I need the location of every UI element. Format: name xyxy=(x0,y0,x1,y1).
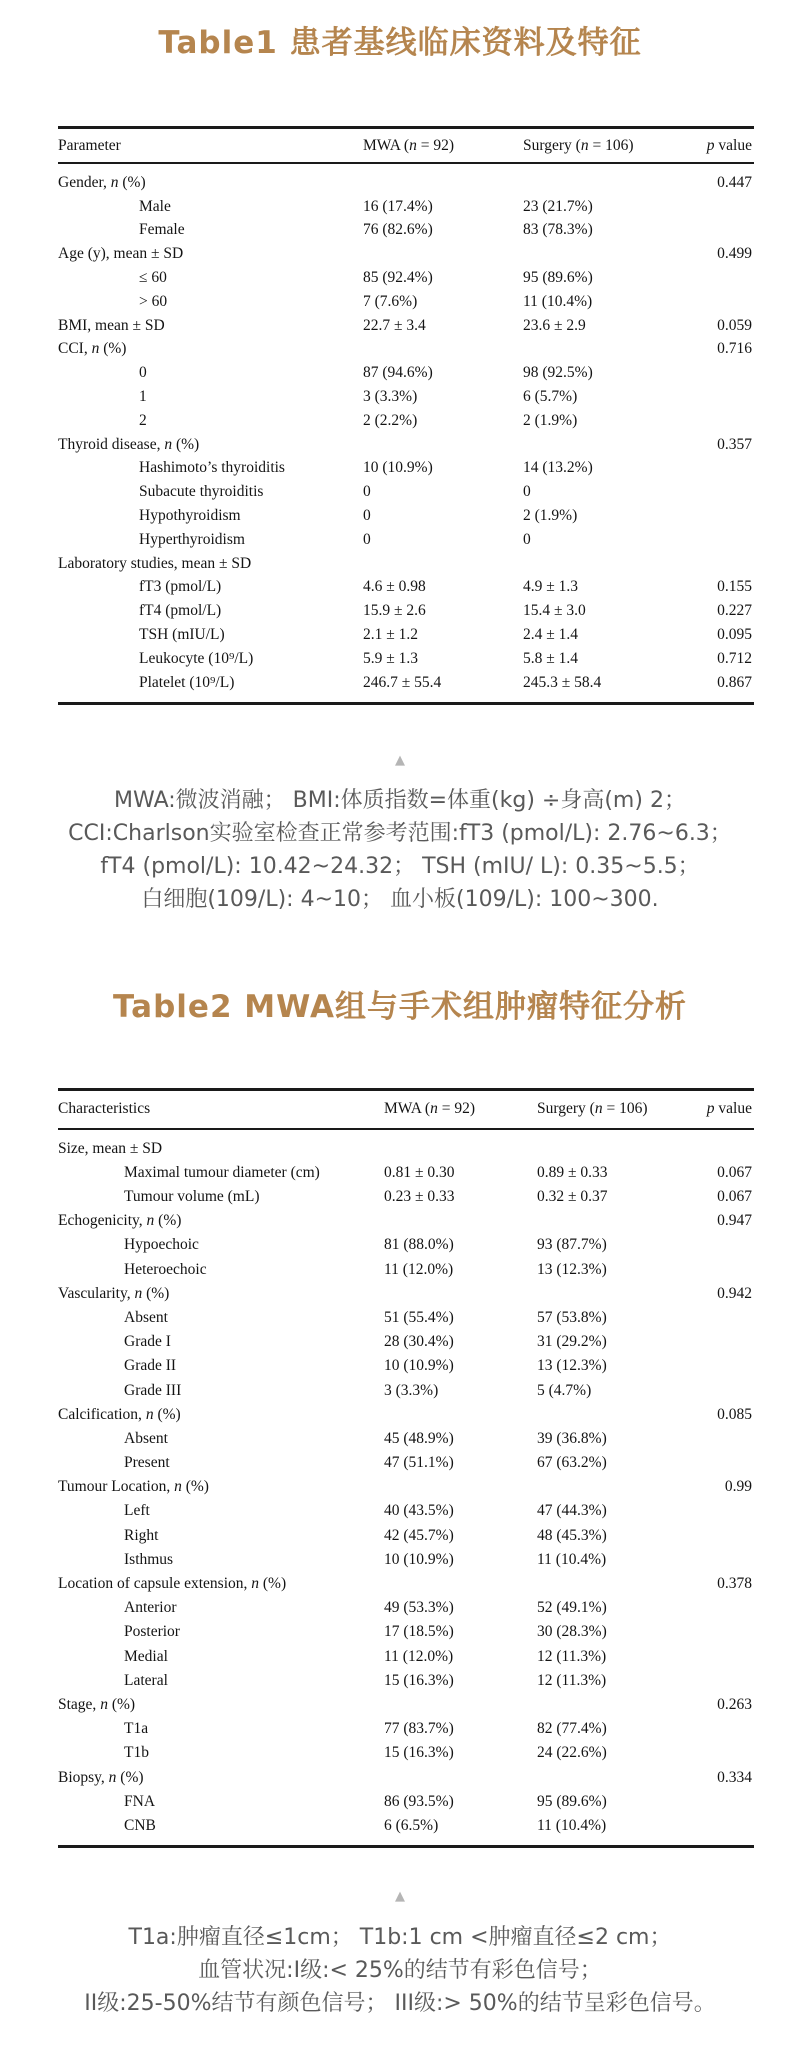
cell-label: Size, mean ± SD xyxy=(58,1139,163,1157)
table1-col-mwa: MWA (n = 92) xyxy=(363,136,454,154)
cell-label: Anterior xyxy=(124,1599,177,1617)
cell-label: Leukocyte (10⁹/L) xyxy=(139,649,254,667)
cell-mwa: 22.7 ± 3.4 xyxy=(363,316,426,334)
cell-label: Hyperthyroidism xyxy=(139,530,245,548)
cell-surgery: 30 (28.3%) xyxy=(537,1623,607,1641)
cell-p: 0.059 xyxy=(717,316,752,334)
cell-label: Left xyxy=(124,1502,150,1520)
cell-surgery: 0 xyxy=(523,483,531,501)
cell-label: Grade II xyxy=(124,1357,177,1375)
cell-surgery: 5.8 ± 1.4 xyxy=(523,649,579,667)
cell-p: 0.227 xyxy=(717,602,752,620)
cell-surgery: 67 (63.2%) xyxy=(537,1454,607,1472)
cell-label: Gender, n (%) xyxy=(58,173,146,191)
cell-mwa: 0.23 ± 0.33 xyxy=(384,1188,455,1205)
table-row xyxy=(58,623,754,647)
cell-label: Calcification, n (%) xyxy=(58,1405,181,1423)
cell-label: Present xyxy=(124,1454,170,1472)
cell-surgery: 23.6 ± 2.9 xyxy=(523,316,586,334)
table-row xyxy=(58,480,754,504)
cell-mwa: 87 (94.6%) xyxy=(363,364,433,382)
cell-label: 2 xyxy=(139,411,147,429)
table-row xyxy=(58,647,754,671)
cell-label: Stage, n (%) xyxy=(58,1695,136,1713)
cell-mwa: 77 (83.7%) xyxy=(384,1720,454,1738)
table-row xyxy=(58,552,754,576)
cell-mwa: 7 (7.6%) xyxy=(363,292,418,310)
cell-surgery: 0.89 ± 0.33 xyxy=(537,1163,608,1181)
table2-title: Table2 MWA组与手术组肿瘤特征分析 xyxy=(113,988,687,1025)
cell-mwa: 15 (16.3%) xyxy=(384,1671,454,1689)
cell-surgery: 13 (12.3%) xyxy=(537,1357,607,1375)
cell-label: Male xyxy=(139,197,171,215)
cell-mwa: 0 xyxy=(363,483,371,501)
cell-label: Subacute thyroiditis xyxy=(139,483,264,501)
cell-surgery: 98 (92.5%) xyxy=(523,364,593,382)
cell-p: 0.378 xyxy=(717,1575,752,1592)
cell-mwa: 10 (10.9%) xyxy=(384,1550,454,1568)
cell-mwa: 15 (16.3%) xyxy=(384,1744,454,1762)
cell-p: 0.334 xyxy=(717,1768,752,1786)
table-row xyxy=(58,1257,754,1281)
table-row xyxy=(58,361,754,385)
cell-mwa: 3 (3.3%) xyxy=(384,1381,439,1399)
cell-label: T1b xyxy=(124,1744,149,1762)
cell-surgery: 93 (87.7%) xyxy=(537,1236,607,1254)
cell-mwa: 3 (3.3%) xyxy=(363,388,418,406)
cell-surgery: 95 (89.6%) xyxy=(537,1792,607,1810)
cell-label: Absent xyxy=(124,1429,168,1447)
cell-surgery: 82 (77.4%) xyxy=(537,1720,607,1738)
cell-surgery: 23 (21.7%) xyxy=(523,197,593,215)
table-row xyxy=(58,1354,754,1378)
cell-mwa: 45 (48.9%) xyxy=(384,1429,454,1447)
cell-label: Lateral xyxy=(124,1671,168,1689)
cell-label: ≤ 60 xyxy=(139,269,167,287)
cell-surgery: 2 (1.9%) xyxy=(523,411,578,429)
cell-surgery: 2.4 ± 1.4 xyxy=(523,626,579,644)
cell-mwa: 5.9 ± 1.3 xyxy=(363,649,419,667)
cell-p: 0.447 xyxy=(717,173,752,191)
table-row xyxy=(58,1378,754,1402)
cell-label: 1 xyxy=(139,388,147,406)
cell-surgery: 11 (10.4%) xyxy=(523,292,593,310)
cell-mwa: 4.6 ± 0.98 xyxy=(363,578,426,596)
table-row xyxy=(58,1330,754,1354)
cell-p: 0.155 xyxy=(717,578,752,596)
table1-col-pvalue: p value xyxy=(706,136,752,154)
table2-note xyxy=(0,1890,800,2020)
table-row xyxy=(58,219,754,243)
table-row xyxy=(58,1814,754,1838)
table-row xyxy=(58,1137,754,1161)
cell-p: 0.712 xyxy=(717,649,752,667)
cell-surgery: 39 (36.8%) xyxy=(537,1429,607,1447)
table-row xyxy=(58,1185,754,1209)
table1-note-line: 白细胞(109/L): 4~10； 血小板(109/L): 100~300. xyxy=(141,886,659,912)
table1-col-surgery: Surgery (n = 106) xyxy=(523,136,634,154)
table-row xyxy=(58,1282,754,1306)
cell-surgery: 5 (4.7%) xyxy=(537,1381,592,1399)
cell-surgery: 13 (12.3%) xyxy=(537,1260,607,1278)
cell-surgery: 0 xyxy=(523,530,531,548)
cell-surgery: 57 (53.8%) xyxy=(537,1308,607,1326)
cell-label: Echogenicity, n (%) xyxy=(58,1212,182,1230)
table1-title: Table1 患者基线临床资料及特征 xyxy=(158,25,642,61)
cell-p: 0.942 xyxy=(717,1284,752,1302)
table2 xyxy=(58,1088,754,1848)
table-row xyxy=(58,1499,754,1523)
cell-mwa: 42 (45.7%) xyxy=(384,1526,454,1544)
cell-p: 0.067 xyxy=(717,1163,752,1181)
cell-label: Platelet (10⁹/L) xyxy=(139,673,235,691)
cell-mwa: 11 (12.0%) xyxy=(384,1647,454,1665)
table2-col-mwa: MWA (n = 92) xyxy=(384,1100,475,1118)
cell-surgery: 47 (44.3%) xyxy=(537,1502,607,1520)
table-row xyxy=(58,338,754,362)
cell-mwa: 49 (53.3%) xyxy=(384,1599,454,1617)
cell-label: Biopsy, n (%) xyxy=(58,1768,144,1786)
cell-label: 0 xyxy=(139,364,147,382)
cell-p: 0.716 xyxy=(717,340,752,358)
cell-label: CNB xyxy=(124,1816,156,1834)
cell-label: Female xyxy=(139,221,185,239)
cell-label: Isthmus xyxy=(124,1550,174,1568)
table-row xyxy=(58,385,754,409)
table2-note-line: 血管状况:I级:< 25%的结节有彩色信号； xyxy=(198,1957,602,1983)
cell-label: T1a xyxy=(124,1720,149,1738)
table-row xyxy=(58,409,754,433)
cell-mwa: 85 (92.4%) xyxy=(363,269,433,287)
table-row xyxy=(58,1403,754,1427)
table-row xyxy=(58,1161,754,1185)
note-triangle-icon: ▲ xyxy=(395,752,405,768)
cell-p: 0.095 xyxy=(717,626,752,644)
cell-mwa: 28 (30.4%) xyxy=(384,1333,454,1351)
cell-p: 0.867 xyxy=(717,673,752,691)
cell-p: 0.067 xyxy=(717,1188,752,1205)
table-row xyxy=(58,1669,754,1693)
cell-surgery: 31 (29.2%) xyxy=(537,1333,607,1351)
cell-mwa: 40 (43.5%) xyxy=(384,1502,454,1520)
cell-surgery: 83 (78.3%) xyxy=(523,221,593,239)
table1 xyxy=(58,126,754,705)
cell-mwa: 86 (93.5%) xyxy=(384,1792,454,1810)
table-row xyxy=(58,171,754,195)
table-row xyxy=(58,1524,754,1548)
cell-surgery: 12 (11.3%) xyxy=(537,1647,607,1665)
cell-label: Tumour Location, n (%) xyxy=(58,1478,209,1496)
cell-label: Hypoechoic xyxy=(124,1236,199,1254)
cell-label: Age (y), mean ± SD xyxy=(58,245,184,263)
table-row xyxy=(58,1790,754,1814)
cell-label: FNA xyxy=(124,1792,156,1810)
table-row xyxy=(58,290,754,314)
cell-surgery: 15.4 ± 3.0 xyxy=(523,602,586,620)
cell-label: CCI, n (%) xyxy=(58,340,127,358)
table-row xyxy=(58,195,754,219)
cell-label: Medial xyxy=(124,1647,168,1665)
table1-col-parameter: Parameter xyxy=(58,136,121,154)
cell-mwa: 0 xyxy=(363,530,371,548)
cell-surgery: 12 (11.3%) xyxy=(537,1671,607,1689)
table-row xyxy=(58,1233,754,1257)
cell-mwa: 2.1 ± 1.2 xyxy=(363,626,419,644)
cell-mwa: 81 (88.0%) xyxy=(384,1236,454,1254)
cell-p: 0.499 xyxy=(717,245,752,263)
table-row xyxy=(58,671,754,695)
cell-label: Location of capsule extension, n (%) xyxy=(58,1575,287,1592)
cell-label: Absent xyxy=(124,1308,168,1326)
cell-p: 0.085 xyxy=(717,1405,752,1423)
table-row xyxy=(58,1741,754,1765)
cell-surgery: 2 (1.9%) xyxy=(523,507,578,525)
table-row xyxy=(58,1209,754,1233)
table-row xyxy=(58,1427,754,1451)
cell-label: Hashimoto’s thyroiditis xyxy=(139,459,285,477)
table-row xyxy=(58,1306,754,1330)
cell-label: Vascularity, n (%) xyxy=(58,1284,170,1302)
cell-label: fT3 (pmol/L) xyxy=(139,578,222,596)
cell-surgery: 14 (13.2%) xyxy=(523,459,593,477)
note-triangle-icon: ▲ xyxy=(395,1888,405,1904)
cell-mwa: 10 (10.9%) xyxy=(363,459,433,477)
cell-label: Laboratory studies, mean ± SD xyxy=(58,554,252,572)
cell-mwa: 16 (17.4%) xyxy=(363,197,433,215)
cell-mwa: 47 (51.1%) xyxy=(384,1454,454,1472)
table2-note-line: T1a:肿瘤直径≤1cm； T1b:1 cm <肿瘤直径≤2 cm； xyxy=(128,1924,672,1950)
table-row xyxy=(58,433,754,457)
table-row xyxy=(58,1717,754,1741)
cell-label: BMI, mean ± SD xyxy=(58,316,165,334)
cell-label: Tumour volume (mL) xyxy=(124,1188,260,1205)
cell-surgery: 11 (10.4%) xyxy=(537,1816,607,1834)
cell-mwa: 76 (82.6%) xyxy=(363,221,433,239)
cell-label: fT4 (pmol/L) xyxy=(139,602,222,620)
table-row xyxy=(58,528,754,552)
cell-surgery: 11 (10.4%) xyxy=(537,1550,607,1568)
table-row xyxy=(58,1765,754,1789)
cell-label: Heteroechoic xyxy=(124,1260,207,1278)
table-row xyxy=(58,1644,754,1668)
table1-body xyxy=(58,164,754,702)
cell-label: Hypothyroidism xyxy=(139,507,241,525)
cell-surgery: 52 (49.1%) xyxy=(537,1599,607,1617)
cell-mwa: 0 xyxy=(363,507,371,525)
table-row xyxy=(58,1693,754,1717)
table2-col-surgery: Surgery (n = 106) xyxy=(537,1100,648,1118)
cell-surgery: 48 (45.3%) xyxy=(537,1526,607,1544)
cell-mwa: 246.7 ± 55.4 xyxy=(363,673,442,691)
cell-p: 0.99 xyxy=(724,1478,752,1496)
table-row xyxy=(58,1451,754,1475)
table-row xyxy=(58,504,754,528)
cell-surgery: 4.9 ± 1.3 xyxy=(523,578,579,596)
cell-label: Grade III xyxy=(124,1381,182,1399)
cell-label: Right xyxy=(124,1526,159,1544)
cell-mwa: 11 (12.0%) xyxy=(384,1260,454,1278)
cell-label: > 60 xyxy=(139,292,168,310)
table1-note-line: fT4 (pmol/L): 10.42~24.32； TSH (mIU/ L): 0.35~5.5； xyxy=(100,853,700,879)
table-row xyxy=(58,1548,754,1572)
cell-mwa: 0.81 ± 0.30 xyxy=(384,1163,455,1181)
table-row xyxy=(58,1572,754,1596)
cell-surgery: 6 (5.7%) xyxy=(523,388,578,406)
cell-label: Thyroid disease, n (%) xyxy=(58,435,200,453)
cell-label: Posterior xyxy=(124,1623,180,1641)
table1-note-line: CCI:Charlson实验室检查正常参考范围:fT3 (pmol/L): 2.76~6.3； xyxy=(68,820,732,846)
table-row xyxy=(58,1596,754,1620)
cell-surgery: 245.3 ± 58.4 xyxy=(523,673,602,691)
cell-p: 0.947 xyxy=(717,1212,752,1230)
cell-mwa: 6 (6.5%) xyxy=(384,1816,439,1834)
cell-mwa: 17 (18.5%) xyxy=(384,1623,454,1641)
table2-header-row xyxy=(58,1091,754,1130)
cell-p: 0.357 xyxy=(717,435,752,453)
cell-mwa: 10 (10.9%) xyxy=(384,1357,454,1375)
cell-surgery: 0.32 ± 0.37 xyxy=(537,1188,608,1205)
table2-col-characteristics: Characteristics xyxy=(58,1100,151,1118)
table1-note-line: MWA:微波消融； BMI:体质指数=体重(kg) ÷身高(m) 2； xyxy=(114,787,686,813)
cell-surgery: 24 (22.6%) xyxy=(537,1744,607,1762)
table2-body xyxy=(58,1130,754,1845)
table-row xyxy=(58,576,754,600)
table1-header-row xyxy=(58,129,754,164)
cell-mwa: 2 (2.2%) xyxy=(363,411,418,429)
table2-col-pvalue: p value xyxy=(706,1100,752,1118)
table-row xyxy=(58,1620,754,1644)
cell-label: Maximal tumour diameter (cm) xyxy=(124,1163,320,1181)
table1-note xyxy=(0,754,800,916)
cell-mwa: 15.9 ± 2.6 xyxy=(363,602,426,620)
cell-label: TSH (mIU/L) xyxy=(139,626,225,644)
table-row xyxy=(58,457,754,481)
table-row xyxy=(58,599,754,623)
table-row xyxy=(58,266,754,290)
cell-mwa: 51 (55.4%) xyxy=(384,1308,454,1326)
cell-label: Grade I xyxy=(124,1333,171,1351)
table2-note-line: II级:25-50%结节有颜色信号； III级:> 50%的结节呈彩色信号。 xyxy=(84,1990,716,2016)
table-row xyxy=(58,242,754,266)
cell-surgery: 95 (89.6%) xyxy=(523,269,593,287)
table-row xyxy=(58,1475,754,1499)
cell-p: 0.263 xyxy=(717,1695,752,1713)
table-row xyxy=(58,314,754,338)
